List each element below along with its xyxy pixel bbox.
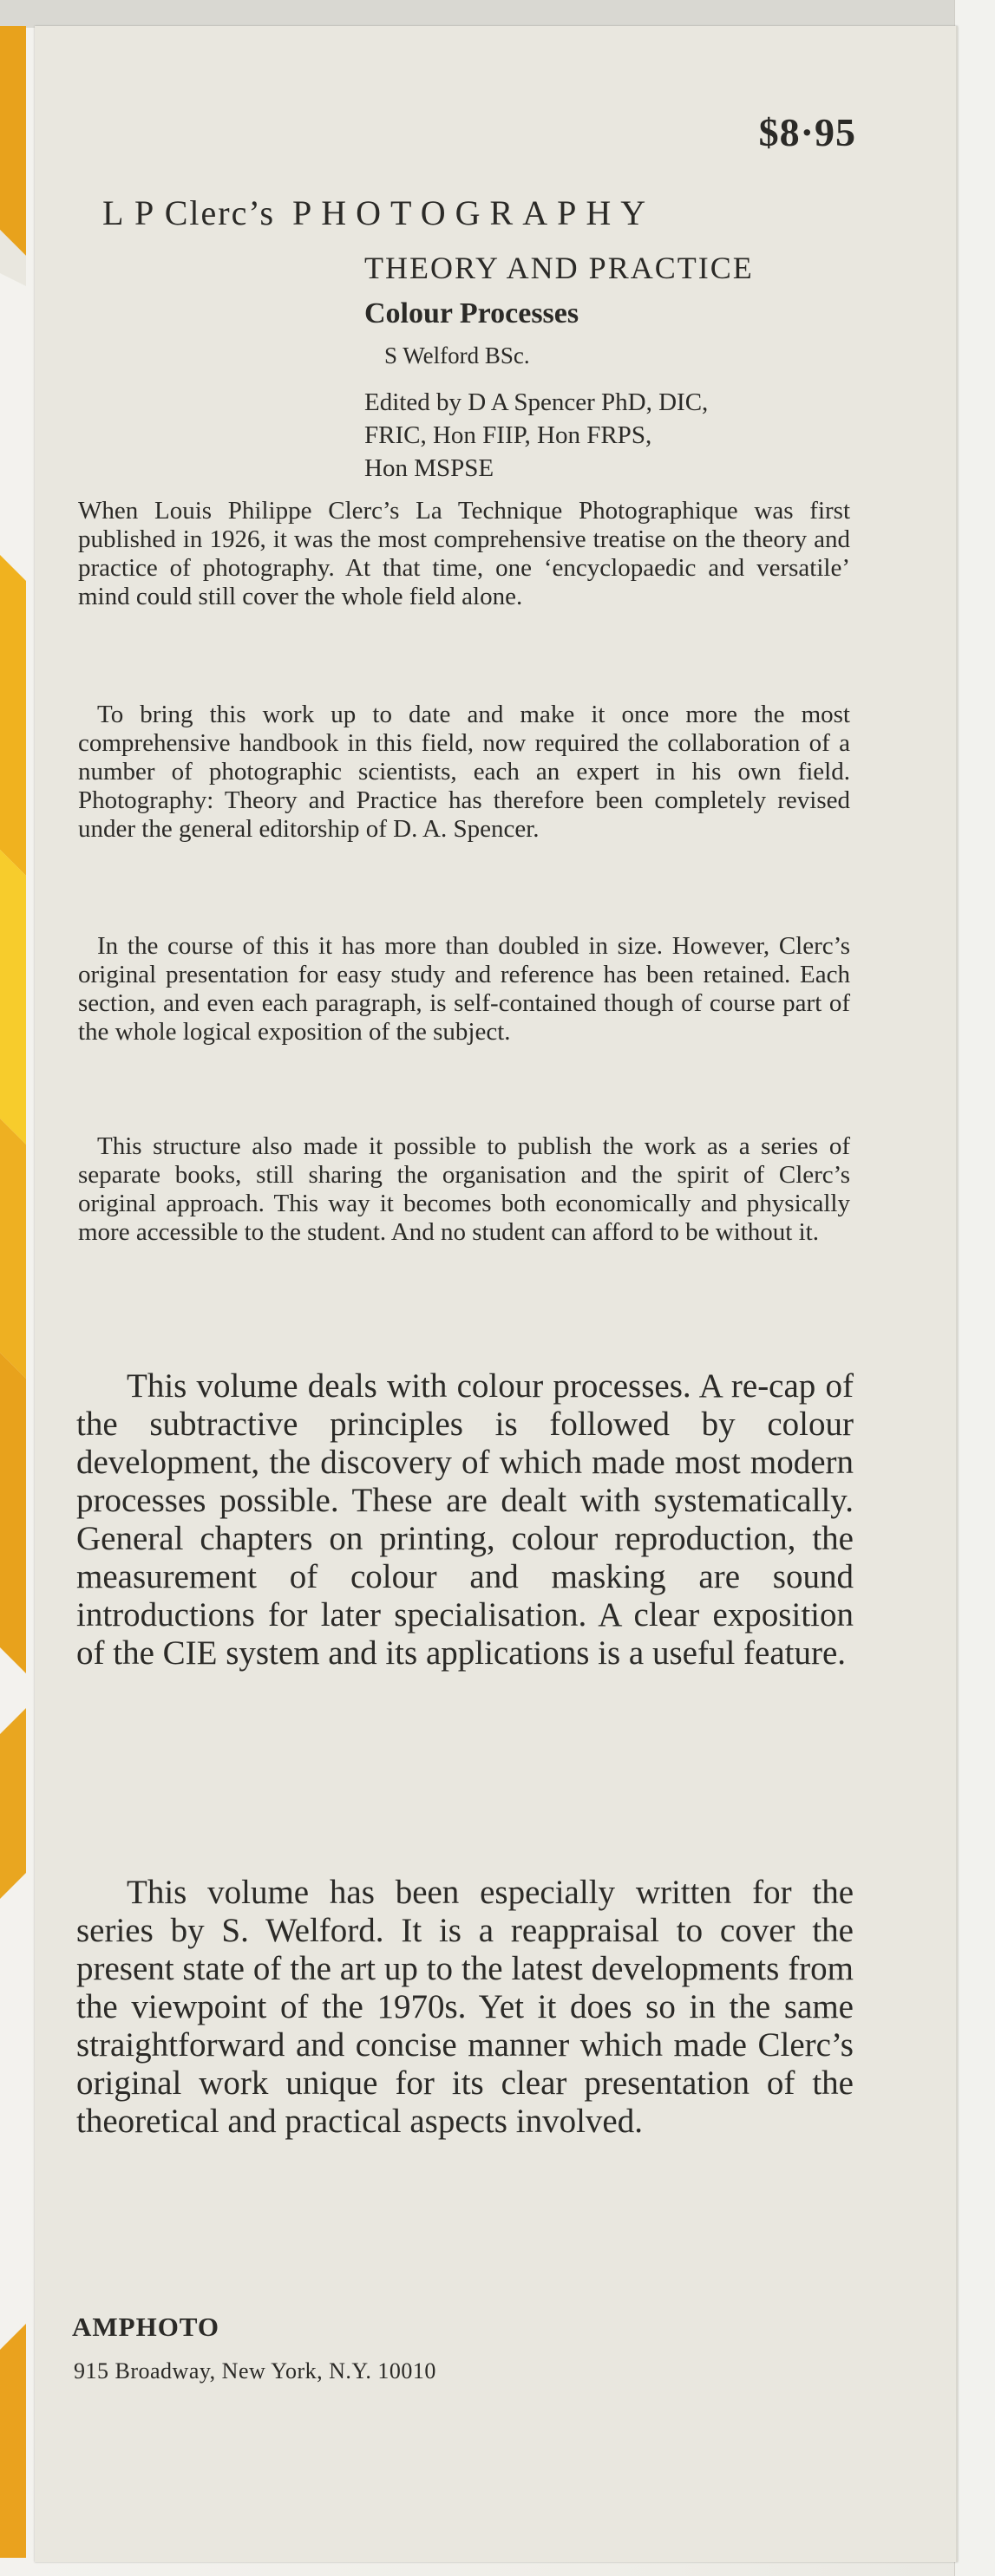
cover-colour-swatches (0, 26, 62, 2558)
author-credit: S Welford BSc. (384, 342, 530, 368)
editor-line: Edited by D A Spencer PhD, DIC, (364, 388, 709, 416)
title-prefix: L P Clerc’s (102, 193, 276, 232)
blurb-paragraph-2 (78, 701, 850, 844)
scan-top-strip (0, 0, 995, 28)
editor-credit (364, 386, 885, 485)
paragraph-text: This volume has been especially written for the series by S. Welford. It is a reappraisal to cover the present state of the art up to the latest developments from the viewpoint of the 1970s. Yet it does so in the same straightforward and concise manner which made Clerc’s original work unique for its clear presentation of the theoretical and practical aspects involved. (76, 1874, 854, 2140)
summary-paragraph-1 (76, 1367, 854, 1673)
editor-line: Hon MSPSE (364, 454, 494, 482)
price-label: $8·95 (758, 110, 856, 154)
paragraph-text: When Louis Philippe Clerc’s La Technique Photographique was first published in 1926, it was the most comprehensive treatise on the theory and practice of photography. At that time, one ‘encyclopaedic and versatile’ mind could still cover the whole field alone. (78, 497, 850, 610)
paragraph-text: This structure also made it possible to publish the work as a series of separate books, still sharing the organisation and the spirit of Clerc’s original approach. This way it becomes both economically and physically more accessible to the student. And no student can afford to be without it. (78, 1132, 850, 1246)
blurb-paragraph-3 (78, 932, 850, 1047)
scan-right-strip (954, 0, 995, 2576)
editor-line: FRIC, Hon FIIP, Hon FRPS, (364, 421, 652, 449)
summary-paragraph-2 (76, 1874, 854, 2141)
paragraph-text: This volume deals with colour processes. A re-cap of the subtractive principles is followed by colour development, the discovery of which made most modern processes possible. These are dealt with systematically. General chapters on printing, colour reproduction, the measurement of colour and masking are sound introductions for later specialisation. A clear exposition of the CIE system and its applications is a useful feature. (76, 1367, 854, 1672)
paragraph-text: To bring this work up to date and make it once more the most comprehensive handbook in this field, now required the collaboration of a number of photographic scientists, each an expert in his own field. Photography: Theory and Practice has therefore been completely revised under the general editorship of D. A. Spencer. (78, 701, 850, 843)
publisher-name: AMPHOTO (72, 2312, 220, 2342)
title-main: PHOTOGRAPHY (292, 193, 656, 232)
book-title (102, 192, 655, 233)
paragraph-text: In the course of this it has more than doubled in size. However, Clerc’s original presentation for easy study and reference has been retained. Each section, and even each paragraph, is self-contained though of course part of the whole logical exposition of the subject. (78, 932, 850, 1046)
book-subtitle: THEORY AND PRACTICE (364, 251, 754, 285)
volume-title: Colour Processes (364, 297, 579, 329)
publisher-address: 915 Broadway, New York, N.Y. 10010 (74, 2358, 436, 2384)
blurb-paragraph-4 (78, 1132, 850, 1247)
blurb-paragraph-1 (78, 497, 850, 611)
